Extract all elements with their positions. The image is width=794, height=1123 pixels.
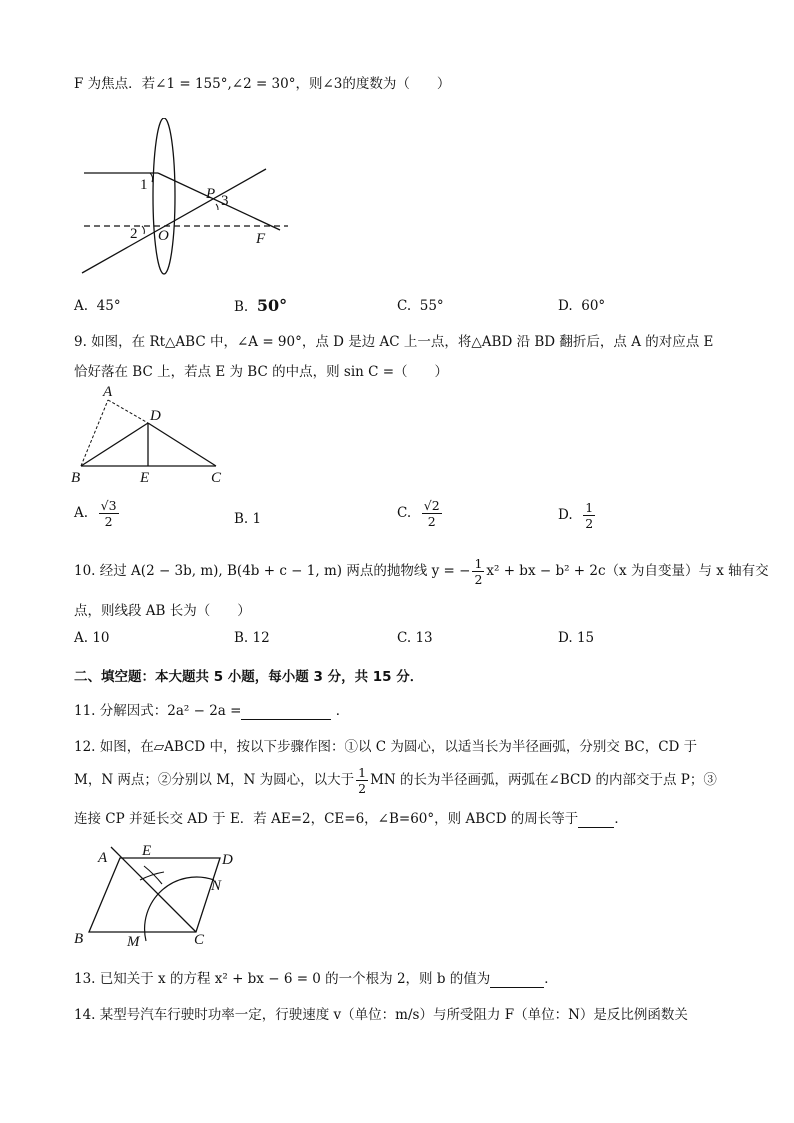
label-e: E <box>142 843 152 859</box>
q12-line2: M，N 两点；②分别以 M，N 为圆心，以大于 $\frac{1}{2}$ MN 的长为半径画弧，两弧在∠BCD 的内部交于点 P；③ <box>74 765 717 796</box>
label-1: 1 <box>140 177 148 193</box>
label-2: 2 <box>130 226 138 242</box>
section-2-heading: 二、填空题：本大题共 5 小题，每小题 3 分，共 15 分． <box>74 669 424 685</box>
q8-option-b[interactable]: B. 50° <box>234 296 288 315</box>
label-c: C <box>211 470 222 486</box>
q10-line1: 10. 经过 A(2 − 3b, m), B(4b + c − 1, m) 两点的抛物线 y = − $\frac{1}{2}$ x² + bx − b² + 2c（x 为自变量）与 x 轴有交 <box>74 556 769 587</box>
label-n: N <box>211 878 222 894</box>
label-o: O <box>158 228 169 244</box>
q11: 11. 分解因式：2a² − 2a = ． <box>74 703 350 719</box>
q9-option-c[interactable]: C. $\frac{√2}{2}$ <box>397 498 440 529</box>
q10-option-c[interactable]: C. 13 <box>397 630 433 646</box>
ray-ce <box>111 847 196 932</box>
dashed-ab <box>81 400 108 466</box>
side-dc <box>148 423 216 466</box>
q9-line2: 恰好落在 BC 上，若点 E 为 BC 的中点，则 sin C =（ ） <box>74 364 449 380</box>
segment-bd <box>81 423 148 466</box>
q9-option-b[interactable]: B. 1 <box>234 511 262 527</box>
q9-triangle-figure <box>66 383 236 488</box>
label-d: D <box>222 852 233 868</box>
q12-line3: 连接 CP 并延长交 AD 于 E．若 AE=2，CE=6，∠B=60°，则 ABCD 的周长等于 ． <box>74 811 628 827</box>
label-b: B <box>71 470 81 486</box>
q13: 13. 已知关于 x 的方程 x² + bx − 6 = 0 的一个根为 2，则 b 的值为 ． <box>74 971 558 987</box>
line-through-o <box>82 169 266 273</box>
q8-lens-figure <box>78 118 298 278</box>
q9-option-d[interactable]: D. $\frac{1}{2}$ <box>558 500 594 531</box>
parallelogram-abcd <box>89 858 220 932</box>
label-f: F <box>256 231 266 247</box>
q8-stem: F 为焦点．若∠1 = 155°,∠2 = 30°，则∠3的度数为（ ） <box>74 76 451 92</box>
label-e: E <box>140 470 150 486</box>
dashed-ad <box>108 400 148 423</box>
label-b: B <box>74 931 84 947</box>
q11-answer-blank[interactable] <box>241 703 331 720</box>
q12-line1: 12. 如图，在▱ABCD 中，按以下步骤作图：①以 C 为圆心，以适当长为半径画弧，分别交 BC，CD 于 <box>74 739 698 755</box>
label-d: D <box>150 408 161 424</box>
label-p: P <box>206 186 216 202</box>
label-a: A <box>103 384 113 400</box>
label-a: A <box>98 850 108 866</box>
q9-line1: 9. 如图，在 Rt△ABC 中，∠A = 90°，点 D 是边 AC 上一点，将△ABD 沿 BD 翻折后，点 A 的对应点 E <box>74 334 714 350</box>
q12-answer-blank[interactable] <box>578 811 614 828</box>
q13-answer-blank[interactable] <box>490 971 544 988</box>
q12-parallelogram-figure <box>68 838 243 950</box>
refracted-ray <box>158 173 280 230</box>
label-c: C <box>194 932 205 948</box>
q8-option-a[interactable]: A. 45° <box>74 298 121 314</box>
q9-option-a[interactable]: A. $\frac{√3}{2}$ <box>74 498 117 529</box>
q10-option-d[interactable]: D. 15 <box>558 630 595 646</box>
q8-option-d[interactable]: D. 60° <box>558 298 606 314</box>
q10-line2: 点，则线段 AB 长为（ ） <box>74 603 251 619</box>
label-m: M <box>127 934 140 950</box>
lens-shape <box>153 118 175 274</box>
q8-option-c[interactable]: C. 55° <box>397 298 444 314</box>
label-3: 3 <box>221 193 229 209</box>
q14: 14. 某型号汽车行驶时功率一定，行驶速度 v（单位：m/s）与所受阻力 F（单位：N）是反比例函数关 <box>74 1007 688 1023</box>
q10-option-b[interactable]: B. 12 <box>234 630 270 646</box>
q10-option-a[interactable]: A. 10 <box>74 630 110 646</box>
